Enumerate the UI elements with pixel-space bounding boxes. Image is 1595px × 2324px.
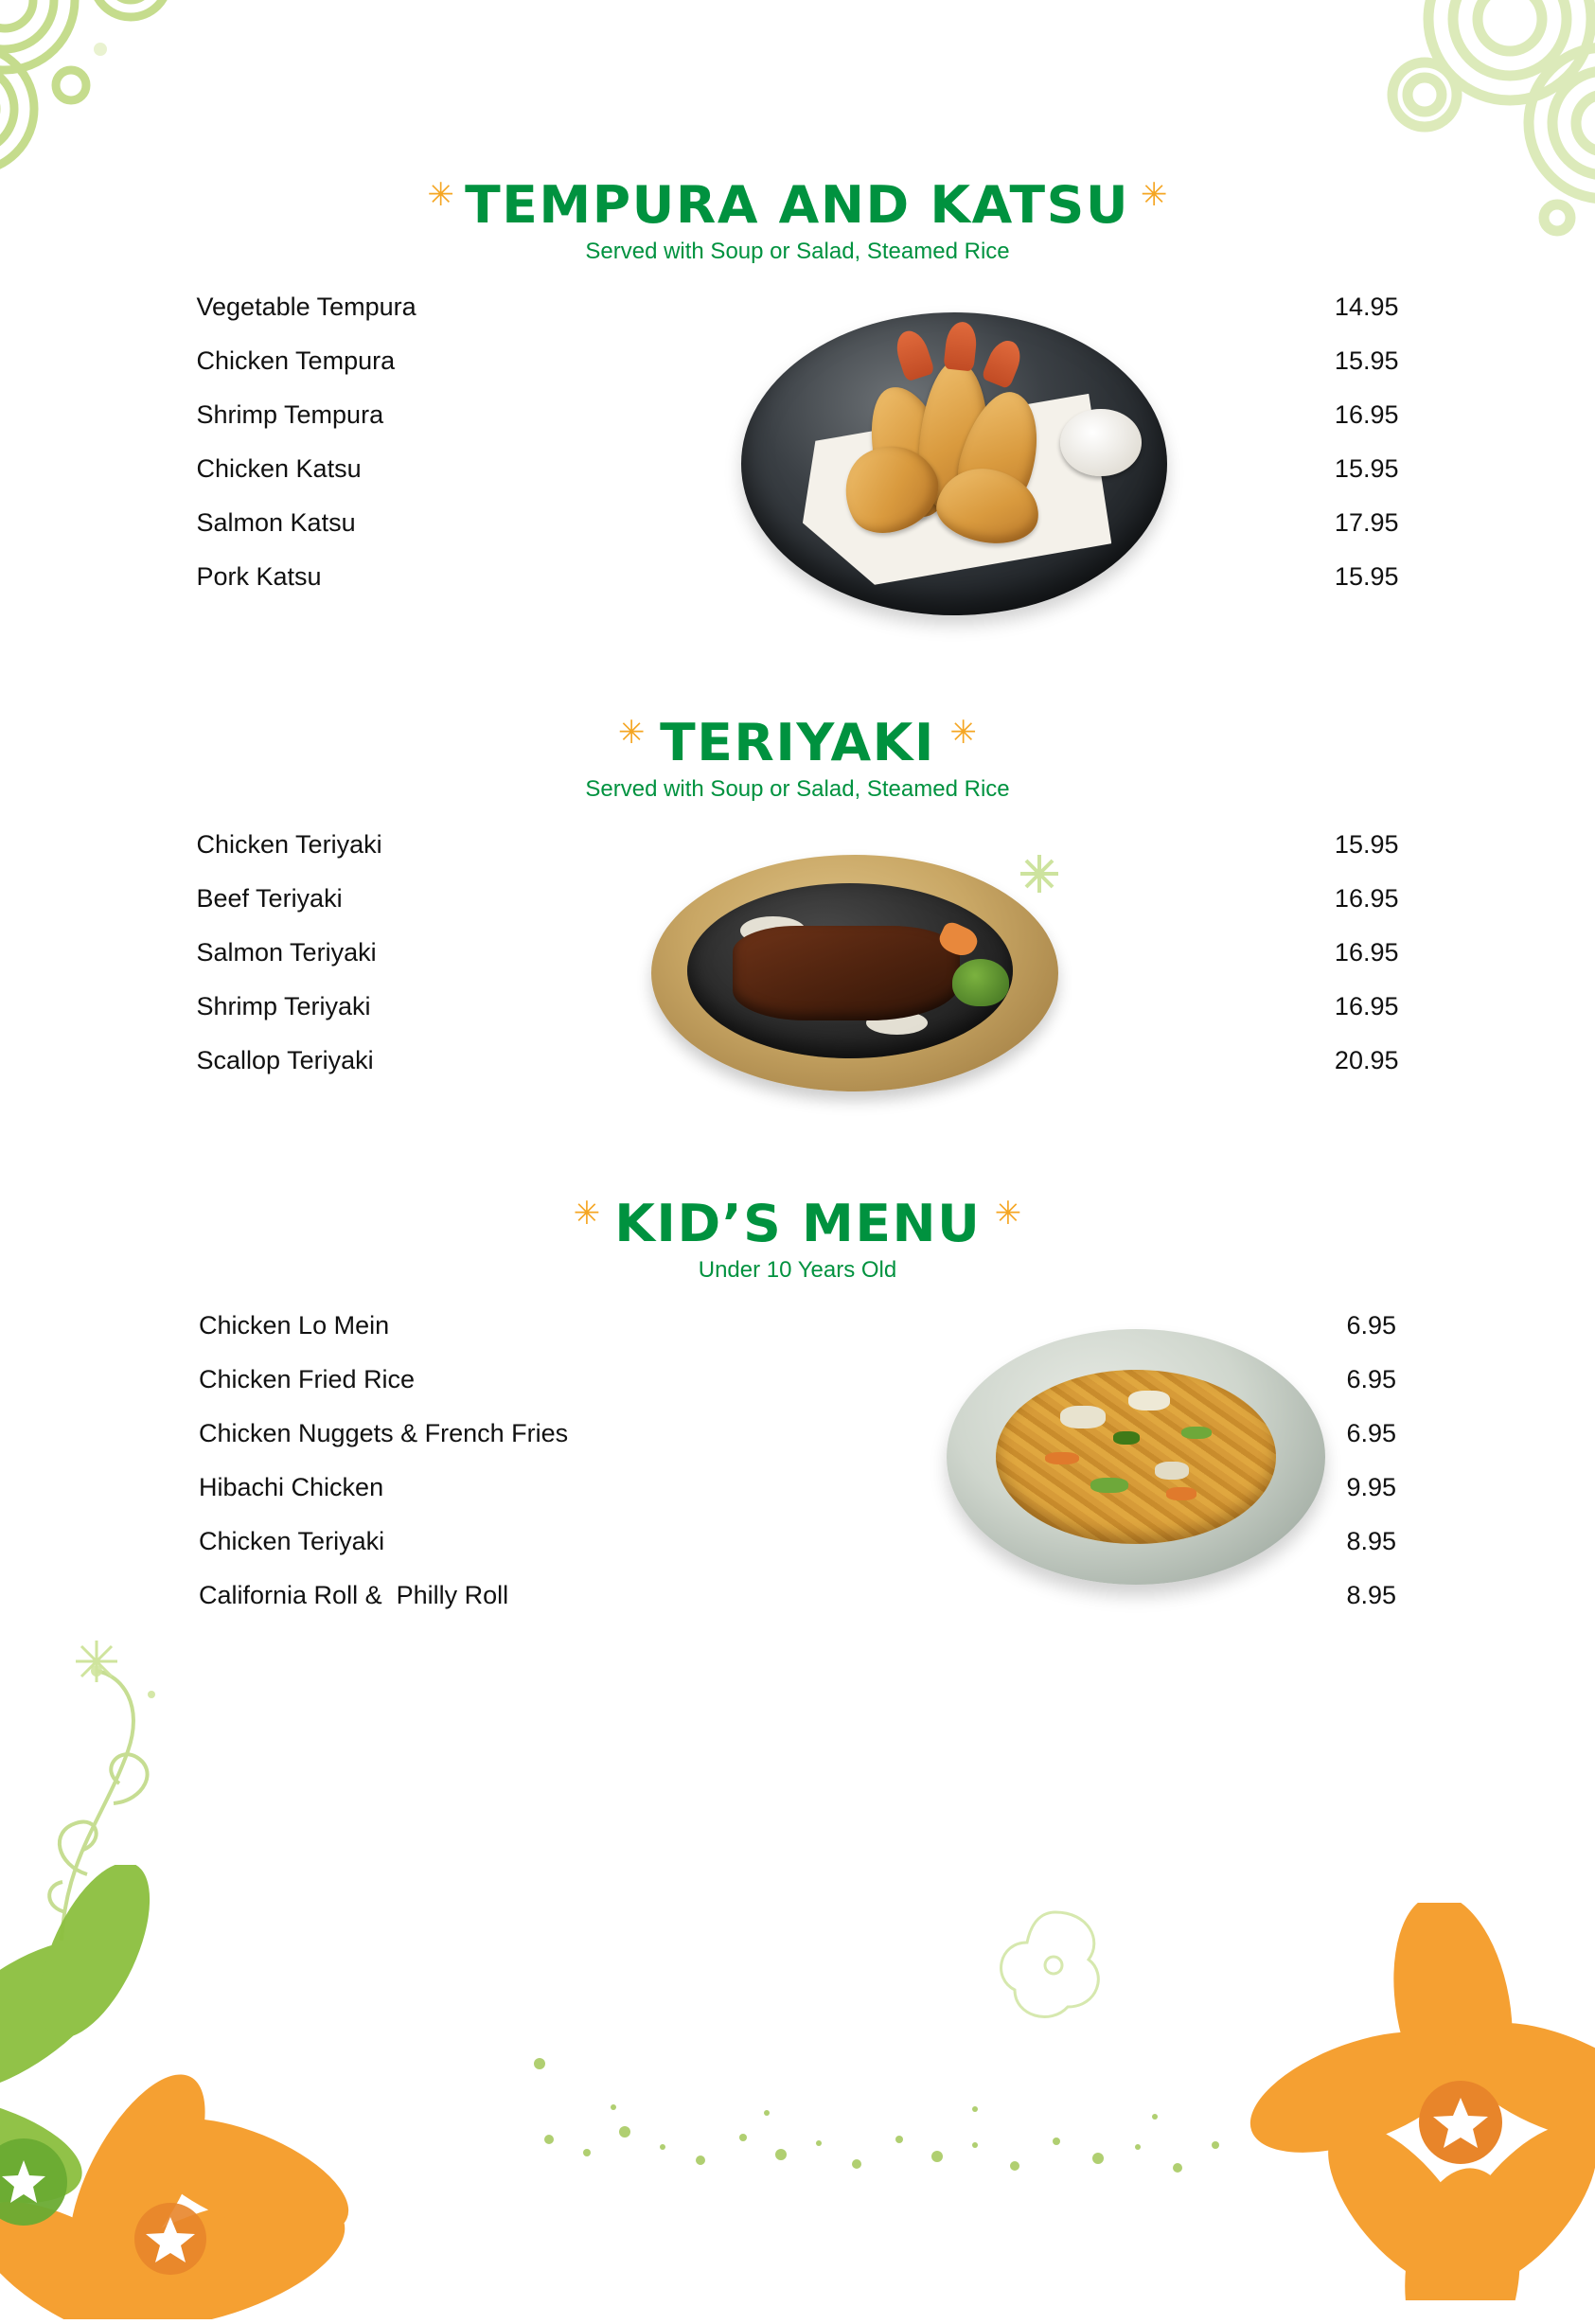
item-price: 9.95 [1346, 1473, 1396, 1501]
section-header [0, 1194, 1595, 1284]
item-price: 6.95 [1346, 1311, 1396, 1339]
section-subtitle: Served with Soup or Salad, Steamed Rice [585, 776, 1010, 802]
section-title: TEMPURA AND KATSU [465, 175, 1130, 235]
photo-chicken-lo-mein [947, 1329, 1325, 1585]
item-name: Chicken Teriyaki [196, 830, 382, 859]
menu-item-list [199, 1284, 1396, 1623]
item-price: 14.95 [1334, 293, 1399, 321]
photo-beef-teriyaki [651, 855, 1058, 1091]
item-price: 8.95 [1346, 1581, 1396, 1609]
item-price: 15.95 [1334, 830, 1399, 859]
menu-item-list [197, 803, 1399, 1088]
item-name: Salmon Teriyaki [196, 938, 377, 967]
item-price: 15.95 [1334, 562, 1399, 591]
item-name: Chicken Nuggets & French Fries [199, 1419, 569, 1447]
asterisk-left-icon: ✳ [427, 176, 454, 214]
asterisk-left-icon: ✳ [618, 714, 646, 752]
item-price: 17.95 [1334, 508, 1399, 537]
item-price: 16.95 [1334, 884, 1399, 913]
decorative-flower-bottom-left [0, 1865, 464, 2319]
menu-item-list [197, 265, 1399, 604]
photo-shrimp-tempura [741, 312, 1167, 615]
section-subtitle: Under 10 Years Old [698, 1257, 897, 1283]
asterisk-right-icon: ✳ [1141, 176, 1168, 214]
item-name: Chicken Tempura [196, 346, 396, 375]
item-name: Salmon Katsu [196, 508, 356, 537]
section-subtitle: Served with Soup or Salad, Steamed Rice [585, 239, 1010, 264]
item-price: 6.95 [1346, 1419, 1396, 1447]
item-name: Beef Teriyaki [196, 884, 343, 913]
item-price: 16.95 [1334, 992, 1399, 1020]
item-price: 8.95 [1346, 1527, 1396, 1555]
decorative-flower-outline [975, 1884, 1136, 2045]
section-title: KID’S MENU [613, 1194, 982, 1253]
section-teriyaki [0, 713, 1595, 1088]
item-name: Scallop Teriyaki [196, 1046, 374, 1074]
item-name: California Roll & Philly Roll [199, 1581, 509, 1609]
decorative-flower-bottom-right [1216, 1903, 1595, 2300]
item-name: Chicken Lo Mein [199, 1311, 390, 1339]
section-title: TERIYAKI [660, 713, 935, 772]
item-price: 20.95 [1334, 1046, 1399, 1074]
decorative-dot-trail [530, 2026, 1249, 2187]
asterisk-right-icon: ✳ [994, 1195, 1022, 1233]
item-name: Vegetable Tempura [196, 293, 416, 321]
item-name: Shrimp Tempura [196, 400, 384, 429]
item-price: 6.95 [1346, 1365, 1396, 1393]
item-price: 16.95 [1334, 938, 1399, 967]
section-header [0, 175, 1595, 265]
section-kids-menu [0, 1194, 1595, 1623]
item-name: Pork Katsu [196, 562, 322, 591]
decorative-vine-bottom-left [38, 1638, 256, 1950]
item-name: Chicken Teriyaki [199, 1527, 385, 1555]
asterisk-right-icon: ✳ [949, 714, 977, 752]
item-name: Hibachi Chicken [199, 1473, 384, 1501]
section-tempura-and-katsu [0, 175, 1595, 604]
item-name: Chicken Fried Rice [199, 1365, 416, 1393]
asterisk-left-icon: ✳ [573, 1195, 601, 1233]
item-price: 15.95 [1334, 346, 1399, 375]
item-name: Shrimp Teriyaki [196, 992, 371, 1020]
item-price: 16.95 [1334, 400, 1399, 429]
item-price: 15.95 [1334, 454, 1399, 483]
section-header [0, 713, 1595, 803]
item-name: Chicken Katsu [196, 454, 362, 483]
